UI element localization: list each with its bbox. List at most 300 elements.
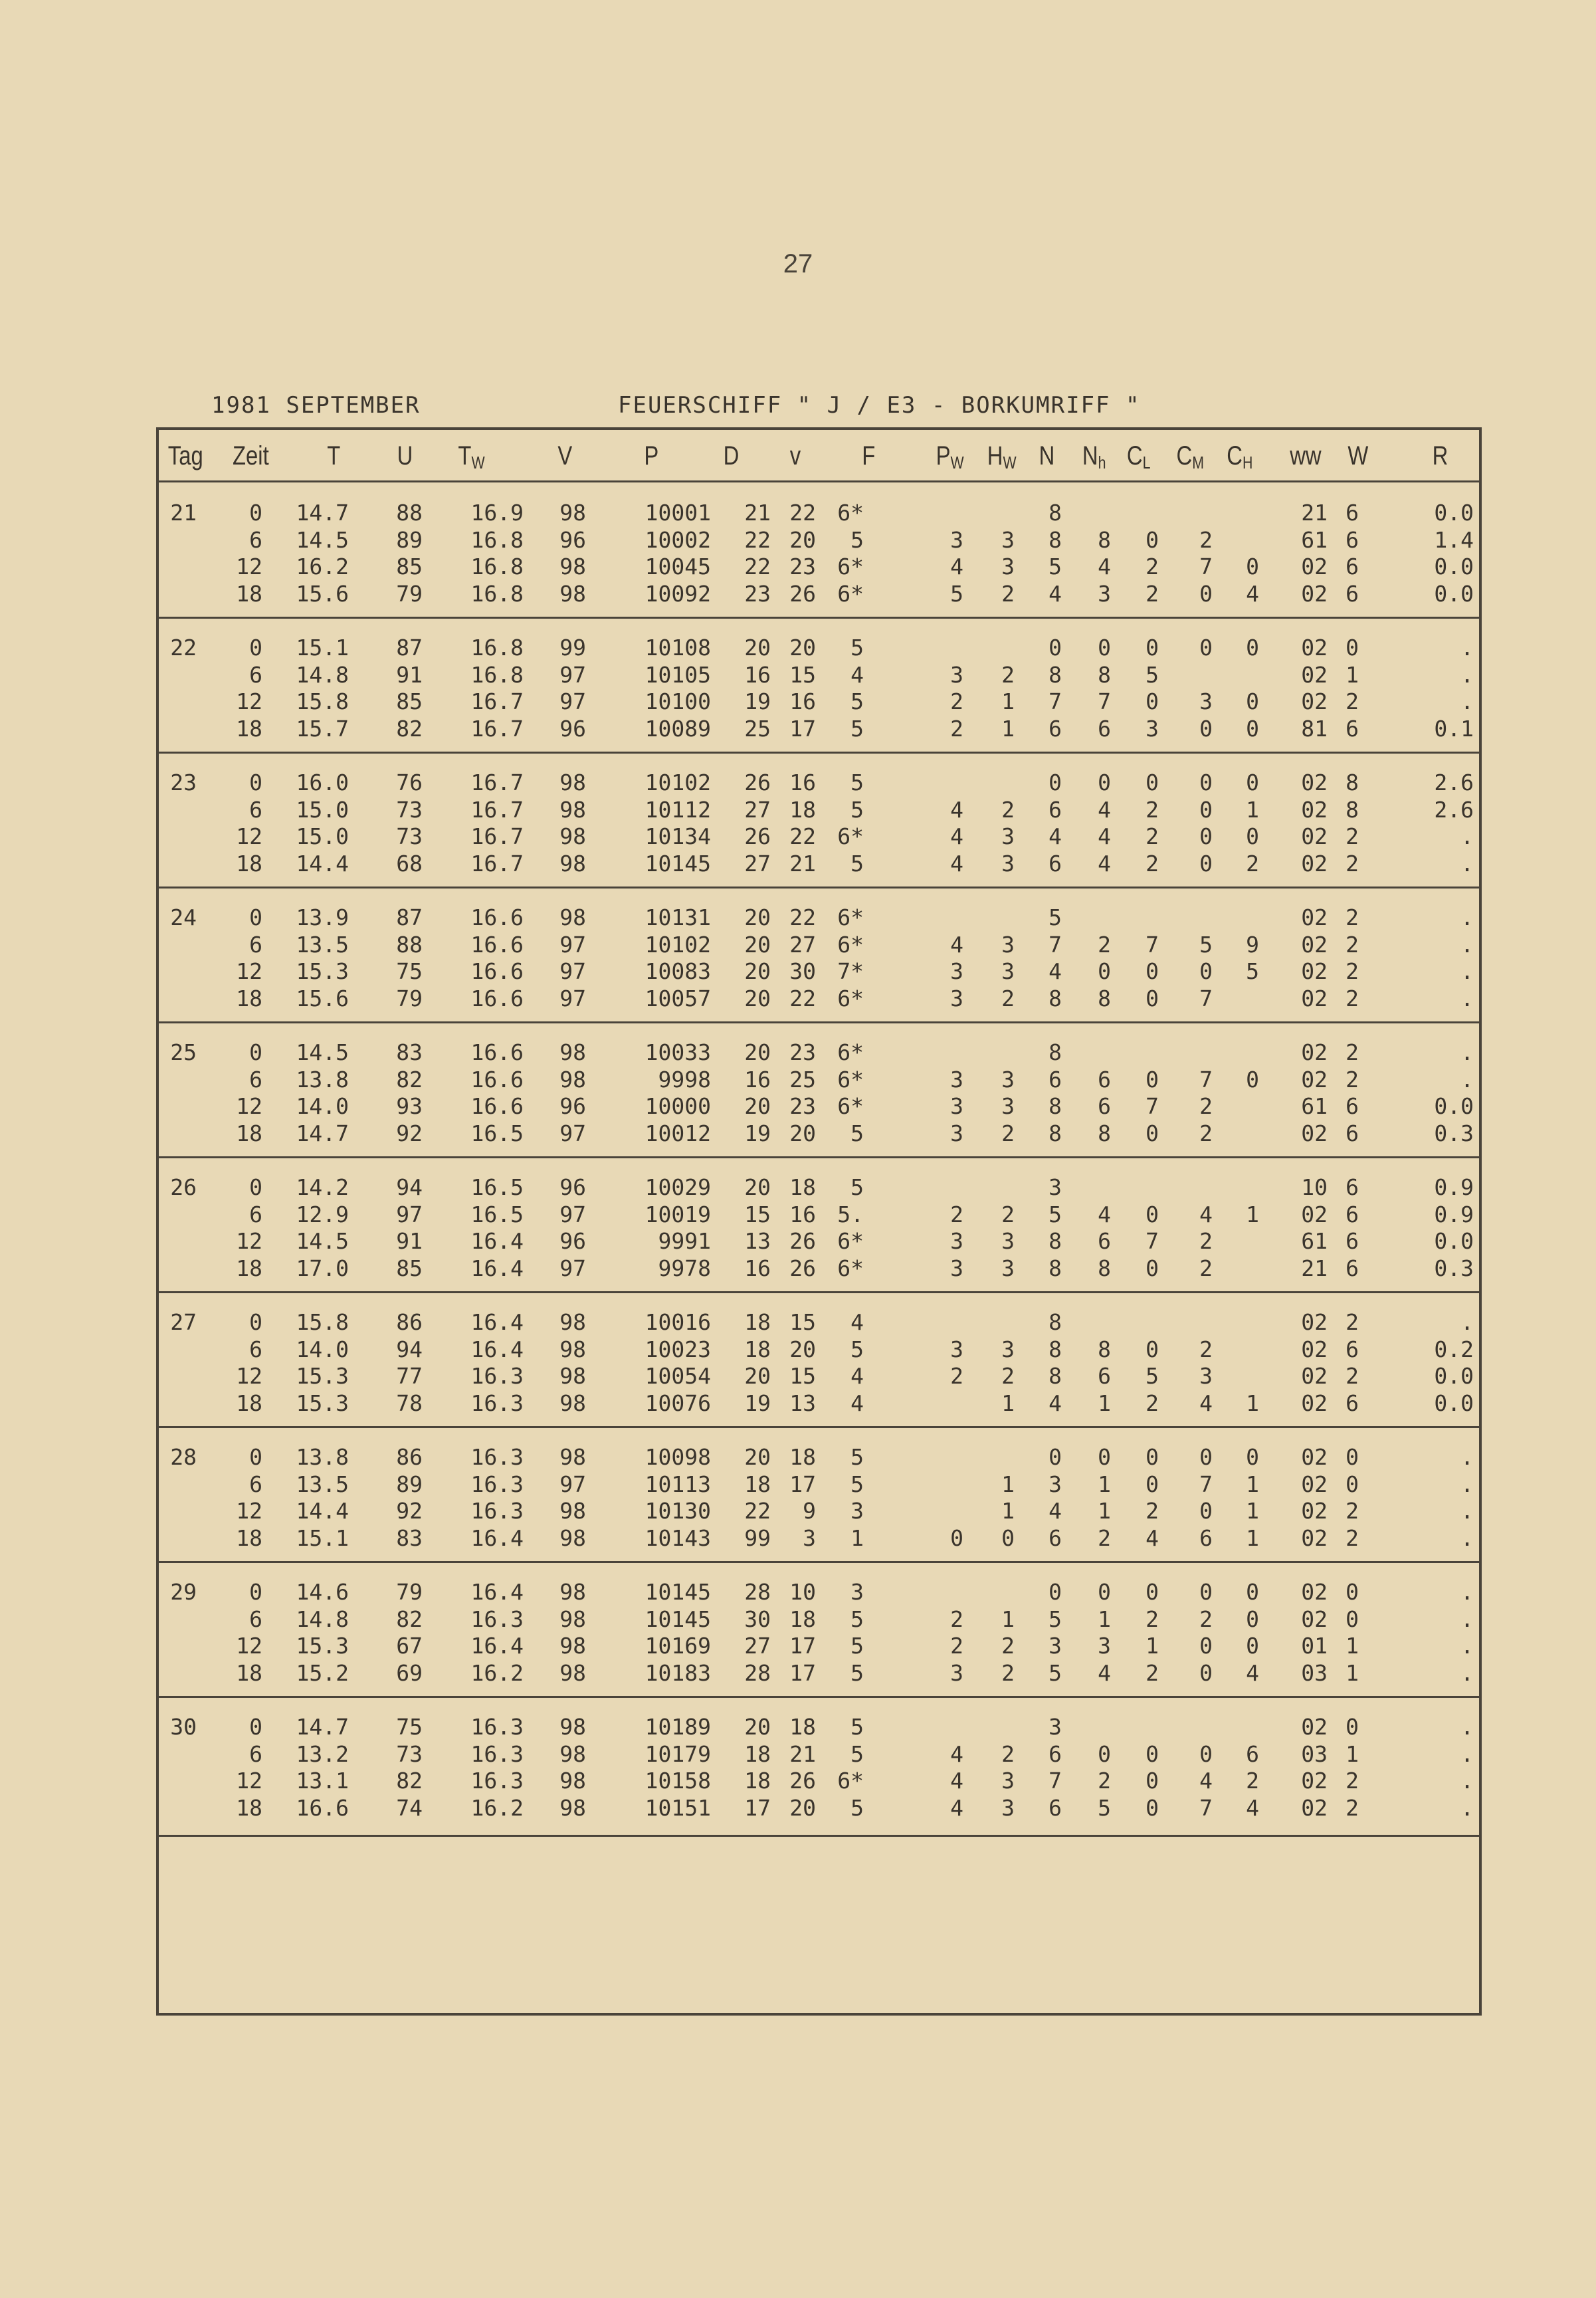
cell-ch: 2 xyxy=(1246,850,1259,877)
cell-vv: 96 xyxy=(559,715,586,742)
cell-ww: 02 xyxy=(1301,1444,1328,1470)
cell-n: 6 xyxy=(1048,1794,1062,1821)
cell-t: 14.7 xyxy=(296,500,349,526)
cell-n: 6 xyxy=(1048,1066,1062,1093)
column-header-cm xyxy=(1177,441,1204,473)
cell-d: 15 xyxy=(744,1201,771,1227)
cell-zeit: 6 xyxy=(249,661,262,688)
day-separator xyxy=(156,1021,1482,1023)
cell-vv: 99 xyxy=(559,635,586,661)
cell-ww: 02 xyxy=(1301,1066,1328,1093)
cell-cm: 3 xyxy=(1199,688,1213,714)
cell-n: 4 xyxy=(1048,823,1062,849)
day-tag: 27 xyxy=(170,1309,197,1335)
column-header-cm-label: C xyxy=(1176,441,1193,470)
cell-v: 26 xyxy=(789,1255,816,1281)
cell-w: 6 xyxy=(1346,1174,1359,1200)
cell-ww: 02 xyxy=(1301,1714,1328,1740)
cell-t: 15.7 xyxy=(296,715,349,742)
cell-u: 76 xyxy=(396,770,423,795)
cell-p: 10089 xyxy=(645,715,711,742)
cell-zeit: 0 xyxy=(249,1579,262,1605)
cell-f: 5 xyxy=(850,688,864,714)
cell-cm: 0 xyxy=(1199,850,1213,877)
day-separator xyxy=(156,1426,1482,1428)
cell-f: 6* xyxy=(837,580,864,607)
cell-hw: 3 xyxy=(1001,526,1015,553)
cell-t: 14.5 xyxy=(296,1039,349,1065)
cell-tw: 16.3 xyxy=(470,1740,524,1767)
cell-u: 86 xyxy=(396,1444,423,1470)
cell-d: 20 xyxy=(744,1174,771,1200)
cell-ww: 02 xyxy=(1301,1524,1328,1551)
cell-vv: 98 xyxy=(559,904,586,930)
cell-ww: 81 xyxy=(1301,715,1328,742)
cell-vv: 98 xyxy=(559,554,586,579)
cell-vv: 98 xyxy=(559,1768,586,1794)
cell-hw: 3 xyxy=(1001,554,1015,579)
cell-vv: 98 xyxy=(559,1390,586,1416)
cell-ww: 21 xyxy=(1301,500,1328,526)
cell-n: 8 xyxy=(1048,661,1062,688)
cell-u: 75 xyxy=(396,958,423,984)
cell-r: 0.0 xyxy=(1434,580,1474,607)
cell-d: 25 xyxy=(744,715,771,742)
cell-zeit: 12 xyxy=(236,1363,262,1389)
cell-v: 23 xyxy=(789,1093,816,1119)
cell-n: 6 xyxy=(1048,796,1062,823)
cell-w: 2 xyxy=(1346,904,1359,930)
column-header-zeit xyxy=(233,441,269,471)
column-header-p-label: P xyxy=(644,441,659,470)
cell-p: 10019 xyxy=(645,1201,711,1227)
cell-pw: 0 xyxy=(950,1524,963,1551)
cell-nh: 1 xyxy=(1098,1606,1111,1632)
cell-p: 10012 xyxy=(645,1120,711,1146)
cell-ww: 02 xyxy=(1301,1794,1328,1821)
cell-vv: 98 xyxy=(559,1039,586,1065)
cell-p: 9998 xyxy=(658,1066,711,1093)
cell-d: 19 xyxy=(744,1120,771,1146)
cell-ww: 01 xyxy=(1301,1633,1328,1659)
cell-v: 18 xyxy=(789,1714,816,1740)
cell-ww: 10 xyxy=(1301,1174,1328,1200)
day-tag: 25 xyxy=(170,1039,197,1065)
cell-d: 22 xyxy=(744,1498,771,1524)
cell-w: 2 xyxy=(1346,1498,1359,1524)
cell-tw: 16.8 xyxy=(470,554,524,579)
cell-vv: 97 xyxy=(559,661,586,688)
cell-p: 10100 xyxy=(645,688,711,714)
cell-f: 6* xyxy=(837,823,864,849)
cell-d: 26 xyxy=(744,770,771,795)
cell-p: 10108 xyxy=(645,635,711,661)
cell-f: 4 xyxy=(850,661,864,688)
cell-pw: 4 xyxy=(950,931,963,958)
column-header-pw-subscript: W xyxy=(950,453,964,472)
cell-t: 16.2 xyxy=(296,554,349,579)
day-tag: 26 xyxy=(170,1174,197,1200)
cell-zeit: 12 xyxy=(236,1228,262,1254)
cell-pw: 4 xyxy=(950,796,963,823)
cell-d: 19 xyxy=(744,688,771,714)
cell-n: 5 xyxy=(1048,1201,1062,1227)
cell-nh: 0 xyxy=(1098,1579,1111,1605)
cell-tw: 16.2 xyxy=(470,1794,524,1821)
cell-vv: 98 xyxy=(559,1336,586,1362)
cell-w: 6 xyxy=(1346,1201,1359,1227)
cell-n: 5 xyxy=(1048,904,1062,930)
cell-r: 2.6 xyxy=(1434,796,1474,823)
column-header-cl-subscript: L xyxy=(1142,453,1151,472)
cell-v: 16 xyxy=(789,770,816,795)
cell-n: 8 xyxy=(1048,985,1062,1011)
cell-d: 20 xyxy=(744,931,771,958)
cell-nh: 1 xyxy=(1098,1498,1111,1524)
cell-w: 6 xyxy=(1346,1336,1359,1362)
cell-u: 85 xyxy=(396,688,423,714)
cell-cl: 2 xyxy=(1146,796,1159,823)
cell-w: 6 xyxy=(1346,554,1359,579)
cell-n: 5 xyxy=(1048,554,1062,579)
column-header-pw xyxy=(936,441,964,473)
column-header-zeit-label: Zeit xyxy=(232,441,269,470)
cell-v: 26 xyxy=(789,1228,816,1254)
cell-zeit: 6 xyxy=(249,526,262,553)
column-header-hw xyxy=(987,441,1017,473)
cell-w: 2 xyxy=(1346,985,1359,1011)
cell-p: 10105 xyxy=(645,661,711,688)
cell-zeit: 18 xyxy=(236,715,262,742)
cell-pw: 3 xyxy=(950,1120,963,1146)
cell-tw: 16.8 xyxy=(470,526,524,553)
cell-vv: 97 xyxy=(559,1201,586,1227)
cell-cm: 7 xyxy=(1199,1794,1213,1821)
cell-f: 6* xyxy=(837,904,864,930)
cell-r: 0.9 xyxy=(1434,1201,1474,1227)
cell-w: 1 xyxy=(1346,1633,1359,1659)
cell-t: 14.2 xyxy=(296,1174,349,1200)
column-header-v xyxy=(790,441,801,471)
cell-d: 18 xyxy=(744,1740,771,1767)
cell-p: 10054 xyxy=(645,1363,711,1389)
cell-ww: 02 xyxy=(1301,796,1328,823)
cell-cl: 0 xyxy=(1146,1066,1159,1093)
cell-u: 87 xyxy=(396,904,423,930)
cell-p: 10076 xyxy=(645,1390,711,1416)
cell-tw: 16.6 xyxy=(470,1039,524,1065)
cell-d: 16 xyxy=(744,661,771,688)
cell-p: 10179 xyxy=(645,1740,711,1767)
cell-t: 13.5 xyxy=(296,1471,349,1497)
cell-t: 14.5 xyxy=(296,526,349,553)
cell-t: 15.1 xyxy=(296,1524,349,1551)
cell-cl: 0 xyxy=(1146,635,1159,661)
cell-cl: 2 xyxy=(1146,580,1159,607)
cell-d: 18 xyxy=(744,1309,771,1335)
cell-pw: 3 xyxy=(950,958,963,984)
cell-cm: 2 xyxy=(1199,1093,1213,1119)
cell-pw: 2 xyxy=(950,1606,963,1632)
day-tag: 30 xyxy=(170,1714,197,1740)
cell-p: 10131 xyxy=(645,904,711,930)
cell-v: 9 xyxy=(803,1498,816,1524)
cell-p: 10033 xyxy=(645,1039,711,1065)
cell-pw: 3 xyxy=(950,661,963,688)
cell-w: 2 xyxy=(1346,958,1359,984)
cell-d: 18 xyxy=(744,1471,771,1497)
cell-n: 5 xyxy=(1048,1659,1062,1686)
cell-ch: 4 xyxy=(1246,1659,1259,1686)
cell-pw: 3 xyxy=(950,526,963,553)
cell-u: 97 xyxy=(396,1201,423,1227)
cell-n: 8 xyxy=(1048,1255,1062,1281)
cell-pw: 5 xyxy=(950,580,963,607)
cell-zeit: 18 xyxy=(236,985,262,1011)
cell-cm: 2 xyxy=(1199,1606,1213,1632)
cell-zeit: 6 xyxy=(249,1336,262,1362)
cell-vv: 97 xyxy=(559,688,586,714)
cell-tw: 16.3 xyxy=(470,1363,524,1389)
cell-n: 7 xyxy=(1048,688,1062,714)
cell-zeit: 0 xyxy=(249,1714,262,1740)
column-header-d-label: D xyxy=(723,441,740,470)
cell-zeit: 18 xyxy=(236,850,262,877)
cell-cm: 0 xyxy=(1199,796,1213,823)
cell-f: 5. xyxy=(837,1201,864,1227)
cell-u: 92 xyxy=(396,1498,423,1524)
cell-v: 13 xyxy=(789,1390,816,1416)
cell-pw: 3 xyxy=(950,1093,963,1119)
cell-d: 19 xyxy=(744,1390,771,1416)
cell-r: 1.4 xyxy=(1434,526,1474,553)
cell-t: 12.9 xyxy=(296,1201,349,1227)
cell-w: 2 xyxy=(1346,1039,1359,1065)
cell-cm: 0 xyxy=(1199,1498,1213,1524)
cell-ww: 02 xyxy=(1301,1336,1328,1362)
cell-cm: 0 xyxy=(1199,823,1213,849)
cell-f: 6* xyxy=(837,1066,864,1093)
cell-cm: 7 xyxy=(1199,1471,1213,1497)
column-header-n-label: N xyxy=(1039,441,1055,470)
cell-pw: 4 xyxy=(950,823,963,849)
cell-ch: 0 xyxy=(1246,1606,1259,1632)
cell-cm: 0 xyxy=(1199,958,1213,984)
cell-nh: 4 xyxy=(1098,554,1111,579)
cell-zeit: 12 xyxy=(236,1498,262,1524)
cell-nh: 0 xyxy=(1098,958,1111,984)
cell-ww: 02 xyxy=(1301,904,1328,930)
column-header-f-label: F xyxy=(862,441,876,470)
cell-n: 8 xyxy=(1048,1039,1062,1065)
cell-zeit: 0 xyxy=(249,635,262,661)
cell-hw: 1 xyxy=(1001,715,1015,742)
cell-t: 14.0 xyxy=(296,1336,349,1362)
cell-cm: 4 xyxy=(1199,1390,1213,1416)
cell-p: 10092 xyxy=(645,580,711,607)
cell-v: 20 xyxy=(789,1336,816,1362)
cell-ch: 0 xyxy=(1246,715,1259,742)
cell-w: 2 xyxy=(1346,1794,1359,1821)
cell-f: 5 xyxy=(850,1336,864,1362)
cell-t: 15.3 xyxy=(296,1390,349,1416)
cell-nh: 6 xyxy=(1098,1228,1111,1254)
cell-p: 10134 xyxy=(645,823,711,849)
cell-ww: 02 xyxy=(1301,931,1328,958)
cell-pw: 3 xyxy=(950,1228,963,1254)
cell-nh: 4 xyxy=(1098,796,1111,823)
day-tag: 21 xyxy=(170,500,197,526)
cell-ww: 61 xyxy=(1301,526,1328,553)
cell-zeit: 6 xyxy=(249,1066,262,1093)
cell-cl: 1 xyxy=(1146,1633,1159,1659)
cell-vv: 98 xyxy=(559,1066,586,1093)
cell-u: 87 xyxy=(396,635,423,661)
day-tag: 28 xyxy=(170,1444,197,1470)
cell-t: 13.5 xyxy=(296,931,349,958)
day-separator xyxy=(156,887,1482,888)
cell-zeit: 0 xyxy=(249,904,262,930)
cell-hw: 3 xyxy=(1001,958,1015,984)
cell-pw: 2 xyxy=(950,1201,963,1227)
cell-v: 17 xyxy=(789,715,816,742)
cell-r: 0.1 xyxy=(1434,715,1474,742)
cell-r: 0.0 xyxy=(1434,1390,1474,1416)
cell-cl: 5 xyxy=(1146,1363,1159,1389)
column-header-u-label: U xyxy=(397,441,413,470)
cell-n: 0 xyxy=(1048,1444,1062,1470)
cell-d: 99 xyxy=(744,1524,771,1551)
cell-nh: 6 xyxy=(1098,1093,1111,1119)
cell-f: 4 xyxy=(850,1363,864,1389)
cell-p: 10102 xyxy=(645,770,711,795)
cell-vv: 98 xyxy=(559,1714,586,1740)
cell-p: 10045 xyxy=(645,554,711,579)
cell-hw: 3 xyxy=(1001,850,1015,877)
cell-w: 8 xyxy=(1346,796,1359,823)
cell-n: 0 xyxy=(1048,770,1062,795)
cell-v: 18 xyxy=(789,1174,816,1200)
cell-p: 9991 xyxy=(658,1228,711,1254)
cell-hw: 3 xyxy=(1001,1768,1015,1794)
column-header-r xyxy=(1433,441,1448,471)
day-tag: 29 xyxy=(170,1579,197,1605)
cell-zeit: 12 xyxy=(236,1633,262,1659)
cell-f: 5 xyxy=(850,715,864,742)
cell-p: 10143 xyxy=(645,1524,711,1551)
column-header-r-label: R xyxy=(1432,441,1448,470)
cell-hw: 0 xyxy=(1001,1524,1015,1551)
cell-zeit: 18 xyxy=(236,1390,262,1416)
cell-vv: 96 xyxy=(559,1174,586,1200)
cell-ww: 02 xyxy=(1301,958,1328,984)
cell-zeit: 6 xyxy=(249,796,262,823)
cell-t: 17.0 xyxy=(296,1255,349,1281)
cell-n: 8 xyxy=(1048,526,1062,553)
cell-tw: 16.4 xyxy=(470,1336,524,1362)
cell-cm: 0 xyxy=(1199,715,1213,742)
cell-ch: 0 xyxy=(1246,1444,1259,1470)
cell-hw: 3 xyxy=(1001,1066,1015,1093)
column-header-f xyxy=(862,441,875,471)
cell-vv: 98 xyxy=(559,1740,586,1767)
cell-zeit: 12 xyxy=(236,958,262,984)
cell-u: 79 xyxy=(396,1579,423,1605)
column-header-hw-label: H xyxy=(987,441,1003,470)
cell-p: 9978 xyxy=(658,1255,711,1281)
cell-t: 13.2 xyxy=(296,1740,349,1767)
cell-ww: 02 xyxy=(1301,985,1328,1011)
cell-v: 17 xyxy=(789,1633,816,1659)
cell-ww: 61 xyxy=(1301,1228,1328,1254)
cell-tw: 16.7 xyxy=(470,850,524,877)
cell-w: 0 xyxy=(1346,1606,1359,1632)
cell-u: 73 xyxy=(396,1740,423,1767)
column-header-tag-label: Tag xyxy=(167,441,203,470)
cell-w: 2 xyxy=(1346,931,1359,958)
cell-r: . xyxy=(1460,1633,1474,1659)
cell-w: 2 xyxy=(1346,1768,1359,1794)
cell-w: 6 xyxy=(1346,1120,1359,1146)
cell-ch: 1 xyxy=(1246,1524,1259,1551)
cell-zeit: 18 xyxy=(236,1120,262,1146)
cell-hw: 2 xyxy=(1001,796,1015,823)
cell-n: 8 xyxy=(1048,1228,1062,1254)
cell-d: 16 xyxy=(744,1255,771,1281)
cell-w: 6 xyxy=(1346,1093,1359,1119)
cell-r: . xyxy=(1460,661,1474,688)
cell-w: 0 xyxy=(1346,1714,1359,1740)
cell-nh: 8 xyxy=(1098,1120,1111,1146)
cell-p: 10016 xyxy=(645,1309,711,1335)
cell-tw: 16.7 xyxy=(470,688,524,714)
cell-hw: 1 xyxy=(1001,1498,1015,1524)
cell-pw: 2 xyxy=(950,688,963,714)
cell-tw: 16.3 xyxy=(470,1444,524,1470)
cell-r: . xyxy=(1460,1524,1474,1551)
cell-u: 83 xyxy=(396,1039,423,1065)
cell-n: 4 xyxy=(1048,1390,1062,1416)
column-header-pw-label: P xyxy=(936,441,951,470)
cell-vv: 98 xyxy=(559,1309,586,1335)
cell-nh: 0 xyxy=(1098,635,1111,661)
cell-w: 8 xyxy=(1346,770,1359,795)
cell-u: 94 xyxy=(396,1174,423,1200)
cell-cl: 2 xyxy=(1146,850,1159,877)
cell-cm: 0 xyxy=(1199,1740,1213,1767)
cell-p: 10151 xyxy=(645,1794,711,1821)
cell-hw: 3 xyxy=(1001,1336,1015,1362)
cell-f: 6* xyxy=(837,1228,864,1254)
cell-n: 6 xyxy=(1048,1740,1062,1767)
cell-t: 13.1 xyxy=(296,1768,349,1794)
cell-d: 20 xyxy=(744,1039,771,1065)
cell-tw: 16.7 xyxy=(470,796,524,823)
day-separator xyxy=(156,1696,1482,1698)
cell-nh: 6 xyxy=(1098,1363,1111,1389)
cell-nh: 0 xyxy=(1098,1444,1111,1470)
cell-nh: 4 xyxy=(1098,850,1111,877)
cell-p: 10189 xyxy=(645,1714,711,1740)
cell-hw: 2 xyxy=(1001,1659,1015,1686)
cell-vv: 98 xyxy=(559,1498,586,1524)
cell-p: 10057 xyxy=(645,985,711,1011)
cell-vv: 98 xyxy=(559,823,586,849)
cell-v: 18 xyxy=(789,796,816,823)
cell-p: 10158 xyxy=(645,1768,711,1794)
cell-cl: 0 xyxy=(1146,1768,1159,1794)
cell-ch: 4 xyxy=(1246,1794,1259,1821)
